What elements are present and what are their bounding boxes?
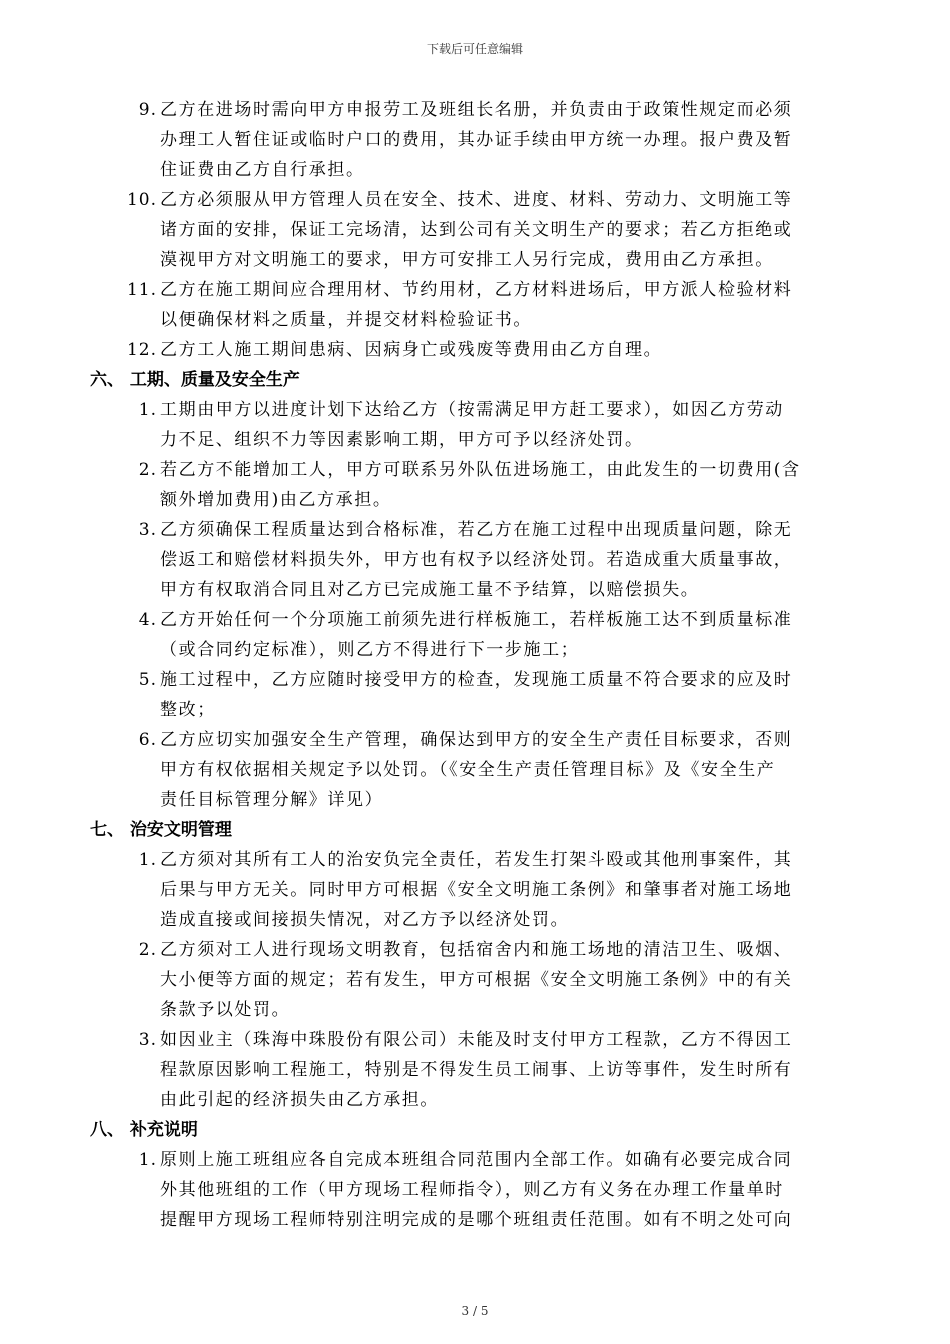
page-number: 3 / 5 bbox=[461, 1304, 489, 1318]
item-text: 施工过程中，乙方应随时接受甲方的检查，发现施工质量不符合要求的应及时 整改； bbox=[160, 670, 793, 720]
item-number: 2. bbox=[138, 940, 157, 960]
item-text: 乙方必须服从甲方管理人员在安全、技术、进度、材料、劳动力、文明施工等 诸方面的安排，保证工完场清，达到公司有关文明生产的要求；若乙方拒绝或 漠视甲方对文明施工的要求，甲方可安排工人另行完成，费用由乙方承担。 bbox=[160, 190, 793, 270]
list-item bbox=[90, 335, 882, 365]
item-text: 乙方应切实加强安全生产管理，确保达到甲方的安全生产责任目标要求，否则 甲方有权依据相关规定予以处罚。（《安全生产责任管理目标》及《安全生产 责任目标管理分解》详见） bbox=[160, 730, 793, 810]
section-heading: 八、 补充说明 bbox=[90, 1120, 198, 1140]
item-number: 11. bbox=[126, 280, 157, 300]
item-text: 乙方须确保工程质量达到合格标准，若乙方在施工过程中出现质量问题，除无 偿返工和赔偿材料损失外，甲方也有权予以经济处罚。若造成重大质量事故， 甲方有权取消合同且对乙方已完成施工量不予结算，以赔偿损失。 bbox=[160, 520, 793, 600]
section-heading: 七、 治安文明管理 bbox=[90, 820, 232, 840]
item-text: 若乙方不能增加工人，甲方可联系另外队伍进场施工，由此发生的一切费用(含 额外增加费用)由乙方承担。 bbox=[160, 460, 801, 510]
document-body bbox=[90, 95, 882, 1235]
item-text: 乙方须对其所有工人的治安负完全责任，若发生打架斗殴或其他刑事案件，其 后果与甲方无关。同时甲方可根据《安全文明施工条例》和肇事者对施工场地 造成直接或间接损失情况，对乙方予以经济处罚。 bbox=[160, 850, 793, 930]
item-text: 如因业主（珠海中珠股份有限公司）未能及时支付甲方工程款，乙方不得因工 程款原因影响工程施工，特别是不得发生员工闹事、上访等事件，发生时所有 由此引起的经济损失由乙方承担。 bbox=[160, 1030, 793, 1110]
list-item bbox=[90, 95, 882, 185]
list-item bbox=[90, 515, 882, 605]
item-number: 5. bbox=[138, 670, 157, 690]
item-text: 原则上施工班组应各自完成本班组合同范围内全部工作。如确有必要完成合同 外其他班组的工作（甲方现场工程师指令），则乙方有义务在办理工作量单时 提醒甲方现场工程师特别注明完成的是哪个班组责任范围。如有不明之处可向 bbox=[160, 1150, 793, 1230]
list-item bbox=[90, 845, 882, 935]
item-number: 2. bbox=[138, 460, 157, 480]
item-number: 3. bbox=[138, 1030, 157, 1050]
list-item bbox=[90, 725, 882, 815]
item-number: 9. bbox=[138, 100, 157, 120]
list-item bbox=[90, 395, 882, 455]
item-number: 4. bbox=[138, 610, 157, 630]
list-item bbox=[90, 605, 882, 665]
item-text: 乙方在进场时需向甲方申报劳工及班组长名册，并负责由于政策性规定而必须 办理工人暂住证或临时户口的费用，其办证手续由甲方统一办理。报户费及暂 住证费由乙方自行承担。 bbox=[160, 100, 793, 180]
item-number: 1. bbox=[138, 1150, 157, 1170]
list-item bbox=[90, 275, 882, 335]
list-item bbox=[90, 665, 882, 725]
item-number: 3. bbox=[138, 520, 157, 540]
page-header: 下载后可任意编辑 bbox=[426, 42, 523, 56]
list-item bbox=[90, 185, 882, 275]
list-item bbox=[90, 935, 882, 1025]
item-text: 乙方工人施工期间患病、因病身亡或残废等费用由乙方自理。 bbox=[160, 340, 663, 360]
item-text: 乙方开始任何一个分项施工前须先进行样板施工，若样板施工达不到质量标准 （或合同约定标准），则乙方不得进行下一步施工； bbox=[160, 610, 793, 660]
item-number: 12. bbox=[126, 340, 157, 360]
list-item bbox=[90, 1145, 882, 1235]
item-number: 1. bbox=[138, 400, 157, 420]
item-text: 工期由甲方以进度计划下达给乙方（按需满足甲方赶工要求），如因乙方劳动 力不足、组织不力等因素影响工期，甲方可予以经济处罚。 bbox=[160, 400, 784, 450]
item-number: 10. bbox=[126, 190, 157, 210]
item-text: 乙方须对工人进行现场文明教育，包括宿舍内和施工场地的清洁卫生、吸烟、 大小便等方面的规定；若有发生，甲方可根据《安全文明施工条例》中的有关 条款予以处罚。 bbox=[160, 940, 793, 1020]
list-item bbox=[90, 1025, 882, 1115]
section-heading: 六、 工期、质量及安全生产 bbox=[90, 370, 300, 390]
item-text: 乙方在施工期间应合理用材、节约用材，乙方材料进场后，甲方派人检验材料 以便确保材料之质量，并提交材料检验证书。 bbox=[160, 280, 793, 330]
item-number: 1. bbox=[138, 850, 157, 870]
item-number: 6. bbox=[138, 730, 157, 750]
list-item bbox=[90, 455, 882, 515]
